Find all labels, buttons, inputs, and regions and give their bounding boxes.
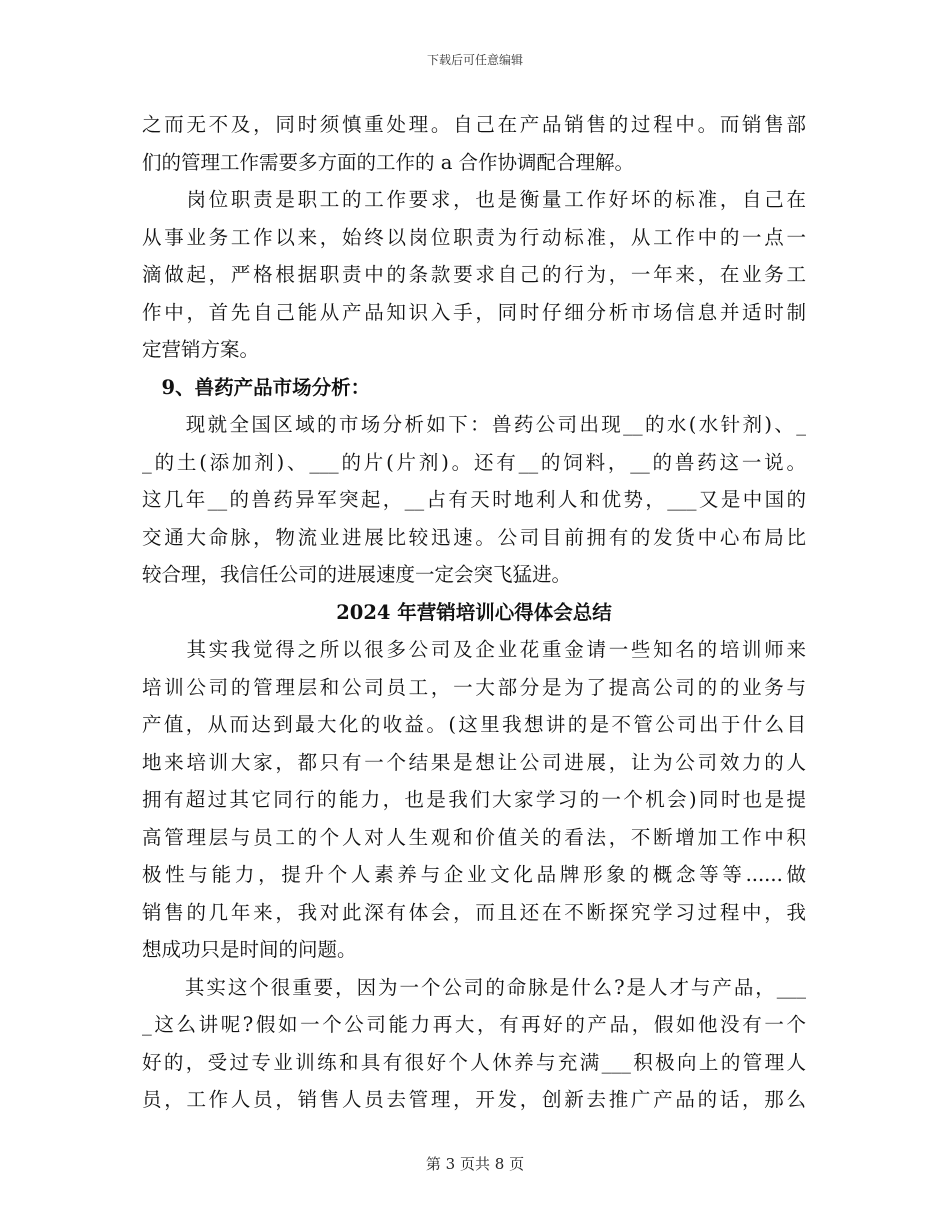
text-line: 其实这个很重要，因为一个公司的命脉是什么?是人才与产品，___: [142, 975, 806, 999]
page-footer: 第 3 页共 8 页: [425, 1155, 525, 1173]
text-line: 员，工作人员，销售人员去管理，开发，创新去推广产品的话，那么: [142, 1088, 806, 1111]
text-line: 从事业务工作以来，始终以岗位职责为行动标准，从工作中的一点一: [142, 225, 806, 249]
text-line: 作中，首先自己能从产品知识入手，同时仔细分析市场信息并适时制: [142, 300, 806, 324]
document-title: 2024 年营销培训心得体会总结: [336, 600, 612, 624]
text-line: 培训公司的管理层和公司员工，一大部分是为了提高公司的的业务与: [142, 675, 806, 699]
text-line: 产值，从而达到最大化的收益。(这里我想讲的是不管公司出于什么目: [142, 713, 806, 736]
text-line: 滴做起，严格根据职责中的条款要求自己的行为，一年来，在业务工: [142, 263, 806, 286]
text-line: 地来培训大家，都只有一个结果是想让公司进展，让为公司效力的人: [142, 750, 806, 774]
text-line: 定营销方案。: [142, 338, 260, 361]
text-line: 高管理层与员工的个人对人生观和价值关的看法，不断增加工作中积: [142, 825, 806, 849]
text-line: 交通大命脉，物流业进展比较迅速。公司目前拥有的发货中心布局比: [142, 525, 806, 549]
text-line: 们的管理工作需要多方面的工作的 a 合作协调配合理解。: [142, 150, 635, 174]
document-body: [142, 106, 806, 1119]
text-line: 其实我觉得之所以很多公司及企业花重金请一些知名的培训师来: [142, 638, 806, 661]
text-line: 岗位职责是职工的工作要求，也是衡量工作好坏的标准，自己在: [142, 188, 806, 211]
page-header: 下载后可任意编辑: [426, 53, 523, 67]
text-line: 较合理，我信任公司的进展速度一定会突飞猛进。: [142, 563, 572, 586]
text-line: 销售的几年来，我对此深有体会，而且还在不断探究学习过程中，我: [142, 900, 806, 924]
text-line: 现就全国区域的市场分析如下：兽药公司出现__的水(水针剂)、_: [142, 413, 806, 436]
text-line: 极性与能力，提升个人素养与企业文化品牌形象的概念等等......做: [142, 863, 806, 886]
text-line: 之而无不及，同时须慎重处理。自己在产品销售的过程中。而销售部: [142, 113, 806, 136]
text-line: 这几年__的兽药异军突起，__占有天时地利人和优势，___又是中国的: [142, 488, 806, 511]
text-line: _这么讲呢?假如一个公司能力再大，有再好的产品，假如他没有一个: [142, 1013, 806, 1036]
text-line: _的土(添加剂)、___的片(片剂)。还有__的饲料，__的兽药这一说。: [142, 450, 806, 474]
text-line: 拥有超过其它同行的能力，也是我们大家学习的一个机会)同时也是提: [142, 788, 806, 811]
section-heading: 9、兽药产品市场分析：: [142, 375, 371, 399]
text-line: 好的，受过专业训练和具有很好个人休养与充满___积极向上的管理人: [142, 1050, 806, 1074]
text-line: 想成功只是时间的问题。: [142, 938, 357, 961]
